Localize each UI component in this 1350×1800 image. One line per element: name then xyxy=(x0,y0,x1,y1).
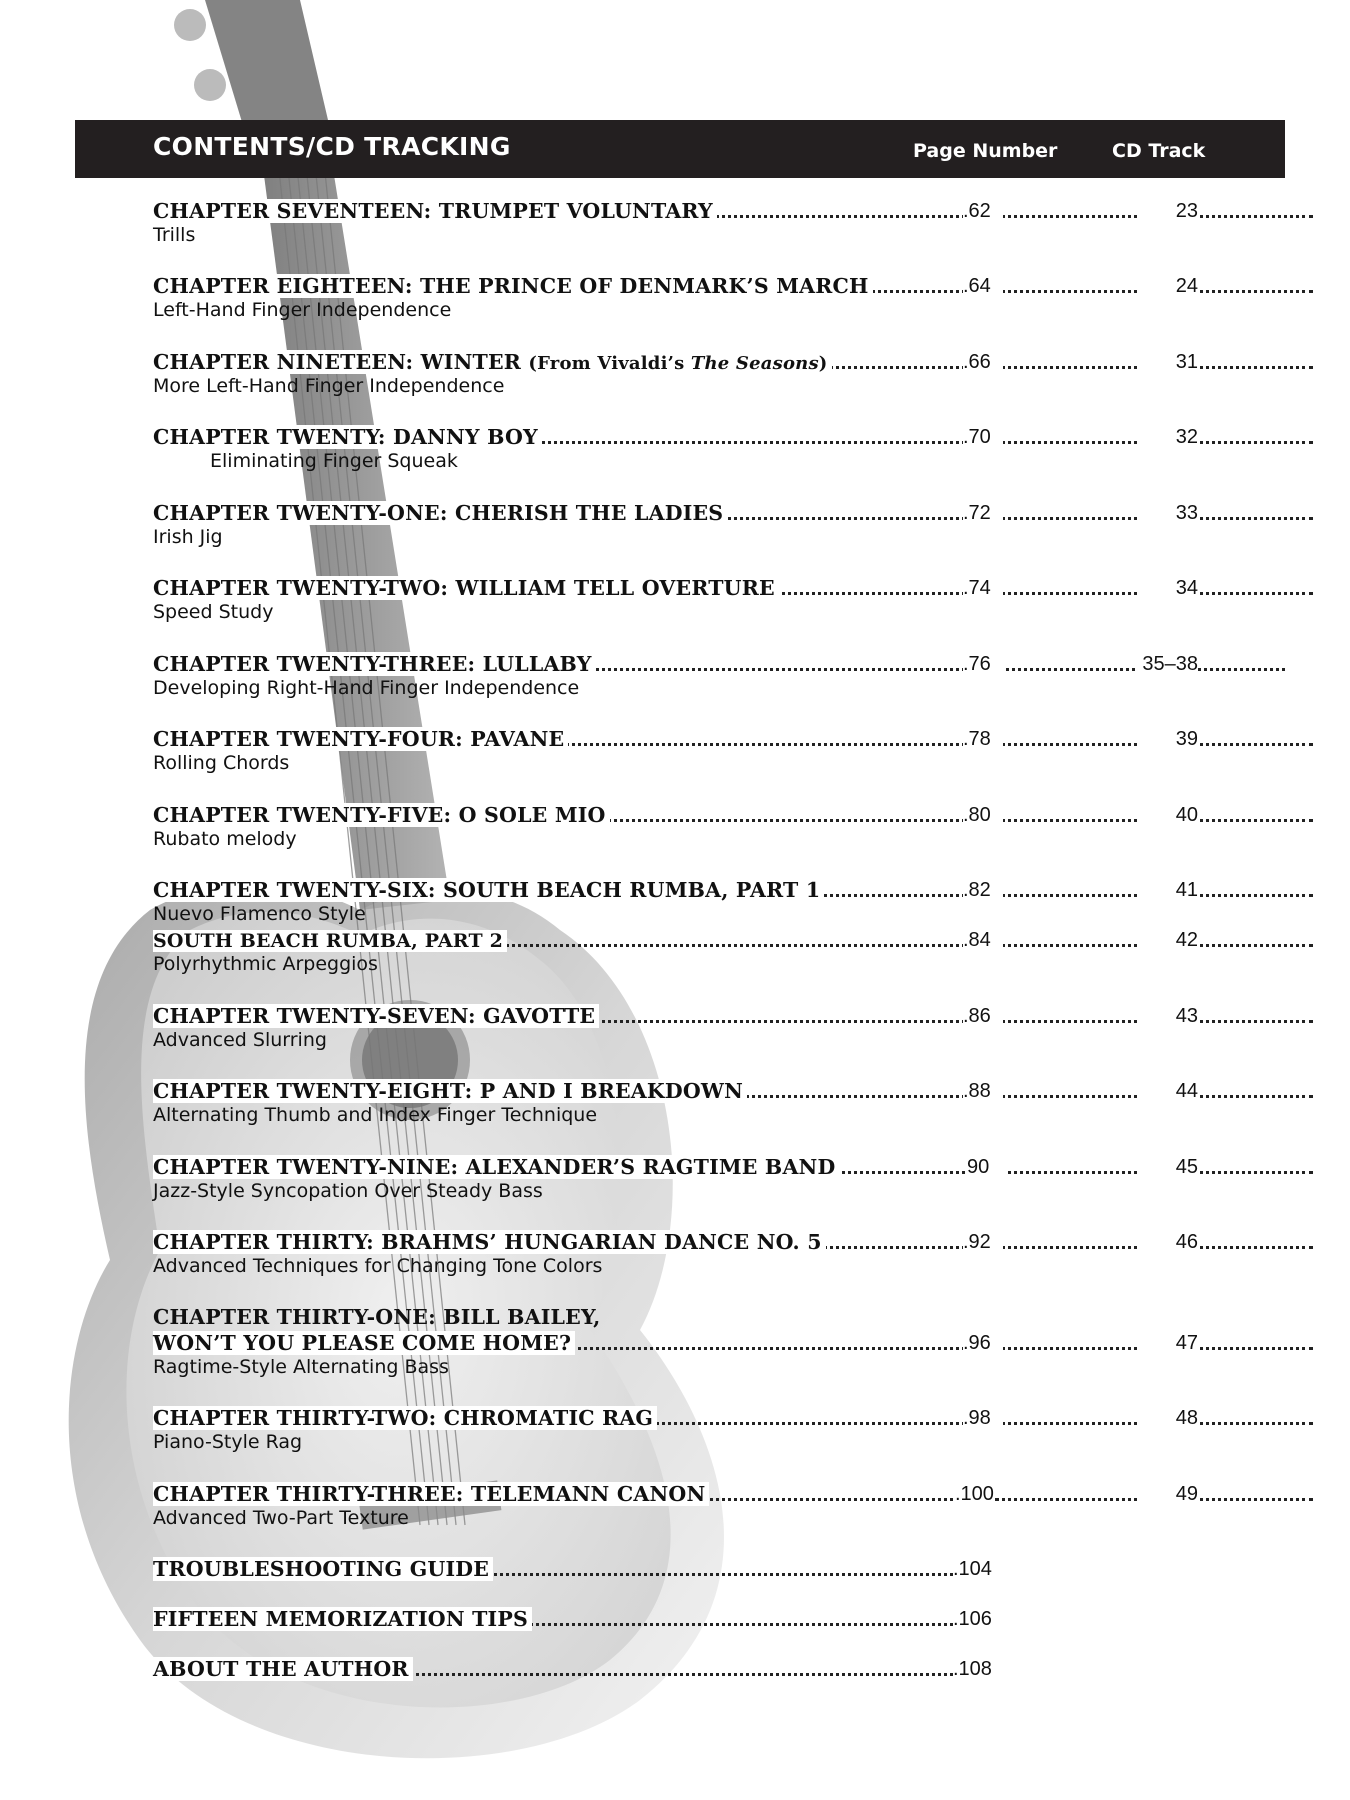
toc-entry-cd-track: 31 xyxy=(1138,351,1198,374)
toc-entry-page: .88 xyxy=(963,1080,1003,1103)
toc-entry-page: .100 xyxy=(955,1483,994,1505)
toc-entry-title: CHAPTER THIRTY-TWO: CHROMATIC RAG xyxy=(153,1406,657,1430)
toc-entry-page: .62 xyxy=(963,200,1003,223)
toc-entry-title: CHAPTER EIGHTEEN: THE PRINCE OF DENMARK’S MARCH xyxy=(153,274,873,298)
toc-entry-subtitle: Ragtime-Style Alternating Bass xyxy=(153,1356,449,1378)
toc-entry-subtitle: Rolling Chords xyxy=(153,752,290,774)
toc-entry-page: .92 xyxy=(963,1231,1003,1254)
toc-entry-subtitle: Advanced Slurring xyxy=(153,1029,327,1051)
toc-entry-page: .70 xyxy=(963,426,1003,449)
toc-entry-page: .64 xyxy=(963,275,1003,298)
toc-entry-subtitle: More Left-Hand Finger Independence xyxy=(153,375,505,397)
toc-entry-title-line1: CHAPTER THIRTY-ONE: BILL BAILEY, xyxy=(153,1305,601,1329)
toc-entry-cd-track: 48 xyxy=(1138,1407,1198,1430)
toc-entry-subtitle: Alternating Thumb and Index Finger Technique xyxy=(153,1104,598,1126)
toc-entry-cd-track: 45 xyxy=(1138,1156,1198,1179)
toc-entry-page: 90 xyxy=(967,1156,1007,1179)
toc-entry-subtitle: Rubato melody xyxy=(153,828,297,850)
toc-entry-title: CHAPTER THIRTY-THREE: TELEMANN CANON xyxy=(153,1482,709,1506)
toc-entry-subtitle: Left-Hand Finger Independence xyxy=(153,299,452,321)
toc-entry-title: CHAPTER TWENTY-THREE: LULLABY xyxy=(153,652,596,676)
toc-entry-subtitle: Irish Jig xyxy=(153,526,223,548)
toc-entry-page: .78 xyxy=(963,728,1003,751)
toc-entry-subtitle: Advanced Two-Part Texture xyxy=(153,1507,409,1529)
toc-entry-page: .104 xyxy=(953,1558,992,1580)
toc-entry-cd-track: 23 xyxy=(1138,200,1198,223)
toc-entry-title-from: (From Vivaldi’s xyxy=(528,353,691,374)
toc-entry-cd-track: 43 xyxy=(1138,1005,1198,1028)
toc-entry-page: .96 xyxy=(963,1332,1003,1355)
toc-entry-title-main: CHAPTER NINETEEN: WINTER xyxy=(153,350,529,374)
toc-entry-page: .86 xyxy=(963,1005,1003,1028)
toc-entry-title: CHAPTER TWENTY-FOUR: PAVANE xyxy=(153,727,568,751)
toc-entry-page: .76 xyxy=(963,653,1003,676)
toc-entry-title: CHAPTER SEVENTEEN: TRUMPET VOLUNTARY xyxy=(153,199,717,223)
toc-entry-title: CHAPTER TWENTY-EIGHT: P AND I BREAKDOWN xyxy=(153,1079,747,1103)
toc-entry-page: .72 xyxy=(963,502,1003,525)
toc-entry-subtitle: Developing Right-Hand Finger Independence xyxy=(153,677,580,699)
toc-entry-cd-track: 42 xyxy=(1138,929,1198,952)
toc-entry-subtitle: Polyrhythmic Arpeggios xyxy=(153,953,378,975)
page-number-column-label: Page Number xyxy=(913,140,1058,162)
toc-entry-cd-track: 47 xyxy=(1138,1332,1198,1355)
toc-entry-cd-track: 33 xyxy=(1138,502,1198,525)
toc-entry-cd-track: 39 xyxy=(1138,728,1198,751)
toc-entry-title-close: ) xyxy=(818,353,828,374)
toc-entry-title xyxy=(153,350,832,374)
toc-entry-subtitle: Trills xyxy=(153,224,196,246)
toc-entry-title: FIFTEEN MEMORIZATION TIPS xyxy=(153,1607,532,1631)
toc-entry-title: CHAPTER TWENTY-FIVE: O SOLE MIO xyxy=(153,803,610,827)
toc-entry-page: .98 xyxy=(963,1407,1003,1430)
toc-entry-title: ABOUT THE AUTHOR xyxy=(153,1657,413,1681)
toc-entry-title: CHAPTER THIRTY: BRAHMS’ HUNGARIAN DANCE NO. 5 xyxy=(153,1230,826,1254)
toc-entry-subtitle: Jazz-Style Syncopation Over Steady Bass xyxy=(153,1180,543,1202)
toc-entry-title: CHAPTER TWENTY-SIX: SOUTH BEACH RUMBA, PART 1 xyxy=(153,878,824,902)
toc-entry-cd-track: 44 xyxy=(1138,1080,1198,1103)
toc-entry-page: .74 xyxy=(963,577,1003,600)
toc-entry-subtitle: Advanced Techniques for Changing Tone Colors xyxy=(153,1255,603,1277)
toc-entry-page: .80 xyxy=(963,804,1003,827)
toc-entry-page: .82 xyxy=(963,879,1003,902)
toc-entry-cd-track: 41 xyxy=(1138,879,1198,902)
toc-entry-subtitle: Nuevo Flamenco Style xyxy=(153,903,366,925)
toc-entry-title: CHAPTER TWENTY-NINE: ALEXANDER’S RAGTIME BAND xyxy=(153,1155,839,1179)
toc-entry-cd-track: 46 xyxy=(1138,1231,1198,1254)
contents-title: CONTENTS/CD TRACKING xyxy=(153,132,511,161)
toc-entry-cd-track: 32 xyxy=(1138,426,1198,449)
toc-entry-title: SOUTH BEACH RUMBA, PART 2 xyxy=(153,930,507,952)
toc-entry-cd-track: 34 xyxy=(1138,577,1198,600)
cd-track-column-label: CD Track xyxy=(1112,140,1206,162)
toc-entry-page: .84 xyxy=(963,929,1003,952)
toc-entry-title: WON’T YOU PLEASE COME HOME? xyxy=(153,1331,575,1355)
toc-entry-title: CHAPTER TWENTY-ONE: CHERISH THE LADIES xyxy=(153,501,727,525)
toc-entry-cd-track: 24 xyxy=(1138,275,1198,298)
toc-entry-subtitle: Eliminating Finger Squeak xyxy=(210,450,458,472)
toc-entry-title: TROUBLESHOOTING GUIDE xyxy=(153,1557,493,1581)
toc-entry-cd-track: 35–38 xyxy=(1138,653,1198,676)
toc-entry-page: .66 xyxy=(963,351,1003,374)
toc-entry-title: CHAPTER TWENTY-SEVEN: GAVOTTE xyxy=(153,1004,599,1028)
toc-entry-page: .106 xyxy=(953,1608,992,1630)
toc-entry-subtitle: Speed Study xyxy=(153,601,274,623)
toc-entry-page: .108 xyxy=(953,1658,992,1680)
toc-entry-title: CHAPTER TWENTY: DANNY BOY xyxy=(153,425,542,449)
toc-entry-cd-track: 40 xyxy=(1138,804,1198,827)
toc-entry-title: CHAPTER TWENTY-TWO: WILLIAM TELL OVERTURE xyxy=(153,576,779,600)
toc-entry-title-italic: The Seasons xyxy=(690,353,819,374)
toc-entry-cd-track: 49 xyxy=(1138,1483,1198,1506)
toc-entry-subtitle: Piano-Style Rag xyxy=(153,1431,303,1453)
